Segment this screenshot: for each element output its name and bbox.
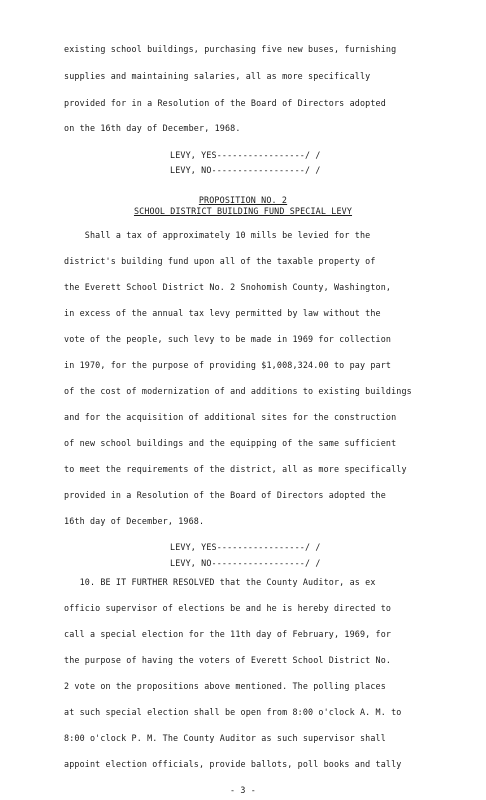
- paragraph-line: supplies and maintaining salaries, all as more specifically: [64, 71, 371, 81]
- proposition-title: PROPOSITION NO. 2: [198, 195, 288, 205]
- paragraph-line: the Everett School District No. 2 Snohomish County, Washington,: [64, 282, 392, 292]
- paragraph-line: existing school buildings, purchasing five new buses, furnishing: [64, 44, 397, 54]
- paragraph-line: officio supervisor of elections be and he is hereby directed to: [64, 603, 392, 613]
- paragraph-line: provided for in a Resolution of the Board of Directors adopted: [64, 98, 386, 108]
- paragraph-line: to meet the requirements of the district, all as more specifically: [64, 464, 407, 474]
- page-number: - 3 -: [230, 785, 256, 795]
- paragraph-line: in excess of the annual tax levy permitted by law without the: [64, 308, 381, 318]
- paragraph-line: call a special election for the 11th day of February, 1969, for: [64, 629, 392, 639]
- paragraph-line: in 1970, for the purpose of providing $1,008,324.00 to pay part: [64, 360, 392, 370]
- levy-yes-line: LEVY, YES-----------------/ /: [170, 542, 321, 552]
- paragraph-line: of the cost of modernization of and additions to existing buildings: [64, 386, 412, 396]
- paragraph-line: 10. BE IT FURTHER RESOLVED that the County Auditor, as ex: [64, 577, 376, 587]
- paragraph-line: 16th day of December, 1968.: [64, 516, 205, 526]
- paragraph-line: district's building fund upon all of the taxable property of: [64, 256, 376, 266]
- levy-no-line: LEVY, NO------------------/ /: [170, 165, 321, 175]
- paragraph-line: at such special election shall be open from 8:00 o'clock A. M. to: [64, 707, 402, 717]
- paragraph-line: the purpose of having the voters of Everett School District No.: [64, 655, 392, 665]
- paragraph-line: 8:00 o'clock P. M. The County Auditor as such supervisor shall: [64, 733, 386, 743]
- paragraph-line: Shall a tax of approximately 10 mills be levied for the: [64, 230, 371, 240]
- levy-no-line: LEVY, NO------------------/ /: [170, 558, 321, 568]
- paragraph-line: and for the acquisition of additional sites for the construction: [64, 412, 397, 422]
- levy-yes-line: LEVY, YES-----------------/ /: [170, 150, 321, 160]
- paragraph-line: on the 16th day of December, 1968.: [64, 123, 241, 133]
- paragraph-line: 2 vote on the propositions above mentioned. The polling places: [64, 681, 386, 691]
- paragraph-line: provided in a Resolution of the Board of Directors adopted the: [64, 490, 386, 500]
- paragraph-line: vote of the people, such levy to be made in 1969 for collection: [64, 334, 392, 344]
- paragraph-line: appoint election officials, provide ballots, poll books and tally: [64, 759, 402, 769]
- paragraph-line: of new school buildings and the equipping of the same sufficient: [64, 438, 397, 448]
- proposition-subtitle: SCHOOL DISTRICT BUILDING FUND SPECIAL LEVY: [133, 206, 353, 216]
